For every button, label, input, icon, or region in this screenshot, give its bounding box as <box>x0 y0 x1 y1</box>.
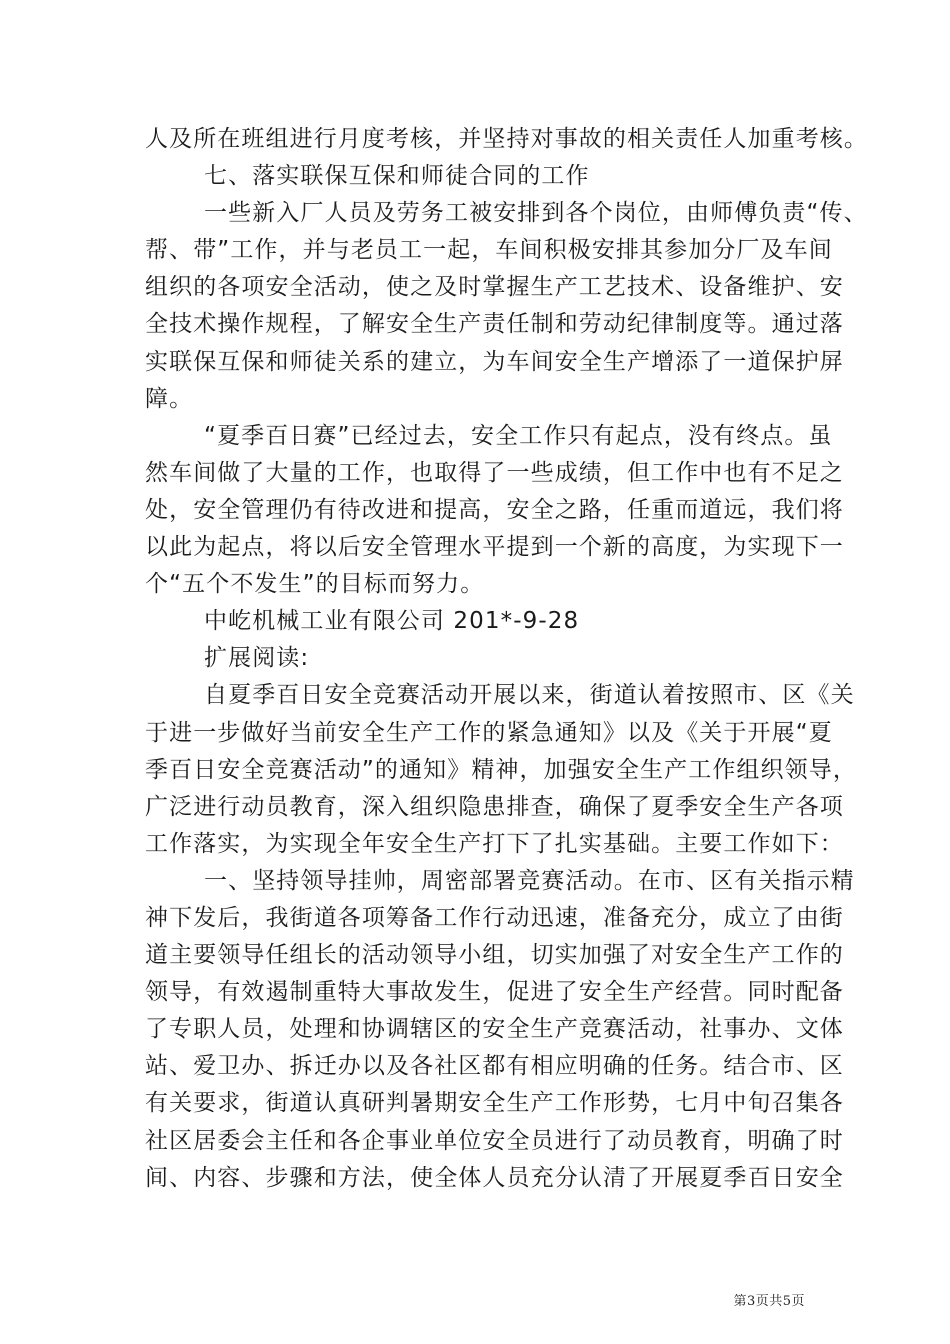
text-line: 季百日安全竞赛活动”的通知》精神，加强安全生产工作组织领导， <box>145 756 857 783</box>
text-line: 一些新入厂人员及劳务工被安排到各个岗位，由师傅负责“传、 <box>204 200 868 227</box>
text-line: 站、爱卫办、拆迁办以及各社区都有相应明确的任务。结合市、区 <box>145 1053 844 1080</box>
text-line: 处，安全管理仍有待改进和提高，安全之路，任重而道远，我们将 <box>145 496 844 523</box>
text-line: 神下发后，我街道各项筹备工作行动迅速，准备充分，成立了由街 <box>145 904 844 931</box>
text-line: 扩展阅读: <box>204 645 310 672</box>
text-line: 社区居委会主任和各企事业单位安全员进行了动员教育，明确了时 <box>145 1127 844 1154</box>
text-line: 一、坚持领导挂帅，周密部署竞赛活动。在市、区有关指示精 <box>204 867 855 894</box>
text-line: 领导，有效遏制重特大事故发生，促进了安全生产经营。同时配备 <box>145 979 844 1006</box>
text-line: 工作落实，为实现全年安全生产打下了扎实基础。主要工作如下： <box>145 830 844 857</box>
text-line: 广泛进行动员教育，深入组织隐患排查，确保了夏季安全生产各项 <box>145 793 844 820</box>
text-line: 有关要求，街道认真研判暑期安全生产工作形势，七月中旬召集各 <box>145 1090 844 1117</box>
text-line: 七、落实联保互保和师徒合同的工作 <box>204 163 590 190</box>
text-line: 中屹机械工业有限公司 201*-9-28 <box>204 608 580 635</box>
text-line: 人及所在班组进行月度考核，并坚持对事故的相关责任人加重考核。 <box>145 126 868 152</box>
text-line: 组织的各项安全活动，使之及时掌握生产工艺技术、设备维护、安 <box>145 274 844 301</box>
text-line: 了专职人员，处理和协调辖区的安全生产竞赛活动，社事办、文体 <box>145 1016 844 1043</box>
text-line: 于进一步做好当前安全生产工作的紧急通知》以及《关于开展“夏 <box>145 719 833 746</box>
text-line: 障。 <box>145 385 194 412</box>
text-line: 自夏季百日安全竞赛活动开展以来，街道认着按照市、区《关 <box>204 682 855 709</box>
document-body <box>145 121 868 1197</box>
text-line: 实联保互保和师徒关系的建立，为车间安全生产增添了一道保护屏 <box>145 348 844 375</box>
text-line: “夏季百日赛”已经过去，安全工作只有起点，没有终点。虽 <box>204 422 833 449</box>
text-line: 然车间做了大量的工作，也取得了一些成绩，但工作中也有不足之 <box>145 459 844 486</box>
text-line: 以此为起点，将以后安全管理水平提到一个新的高度，为实现下一 <box>145 534 844 561</box>
text-line: 个“五个不发生”的目标而努力。 <box>145 571 485 598</box>
page-number: 第3页共5页 <box>733 1294 805 1309</box>
text-line: 全技术操作规程，了解安全生产责任制和劳动纪律制度等。通过落 <box>145 311 844 338</box>
text-line: 道主要领导任组长的活动领导小组，切实加强了对安全生产工作的 <box>145 942 844 969</box>
text-line: 间、内容、步骤和方法，使全体人员充分认清了开展夏季百日安全 <box>145 1164 844 1191</box>
text-line: 帮、带”工作，并与老员工一起，车间积极安排其参加分厂及车间 <box>145 237 833 264</box>
